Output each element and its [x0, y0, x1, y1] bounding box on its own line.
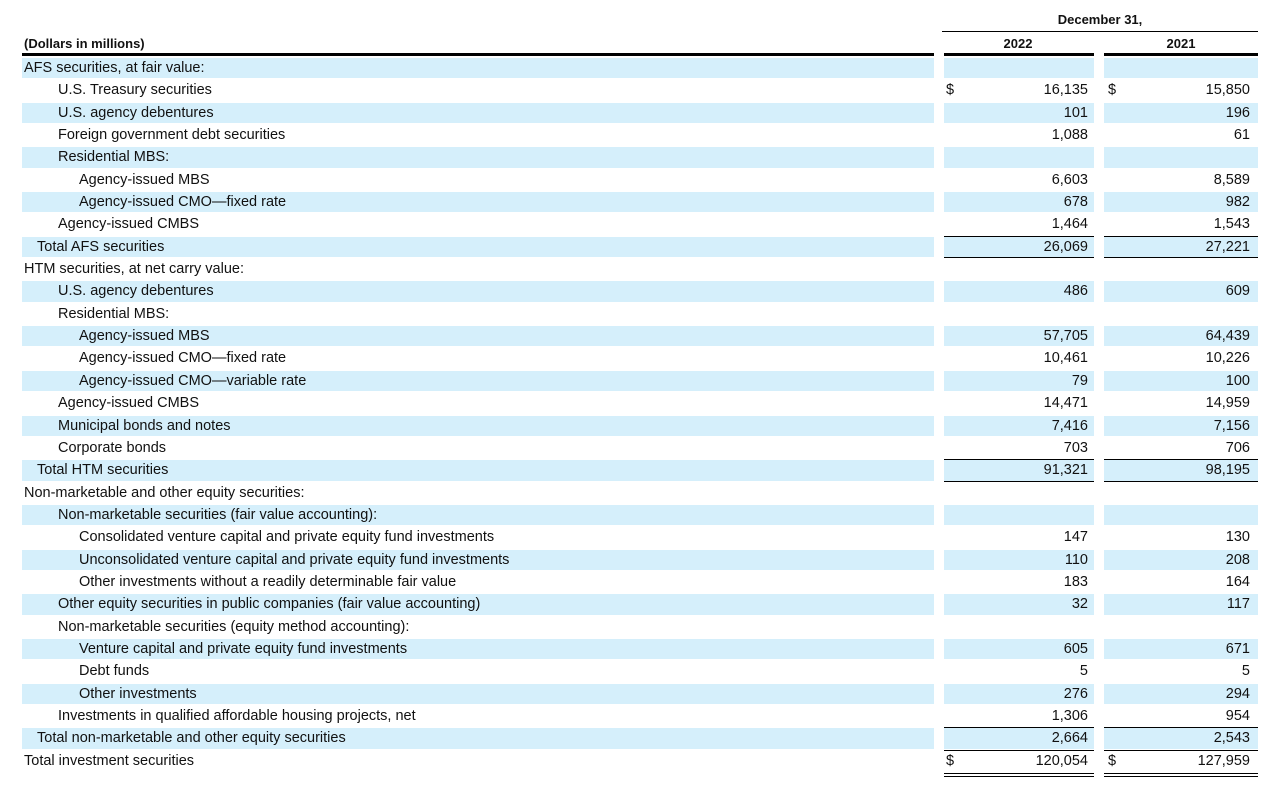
value-2022: 486: [1063, 283, 1088, 300]
row-label: Corporate bonds: [58, 439, 167, 456]
row-label: Total HTM securities: [37, 462, 169, 479]
value-2021: 127,959: [1197, 752, 1250, 769]
table-row: [0, 146, 1278, 168]
value-2022: 14,471: [1043, 395, 1088, 412]
value-2021: 2,543: [1213, 730, 1250, 747]
table-row: [0, 526, 1278, 548]
value-2022: 91,321: [1043, 462, 1088, 479]
row-label: Agency-issued CMBS: [58, 216, 200, 233]
value-2021: 294: [1225, 685, 1250, 702]
row-label: Non-marketable and other equity securities:: [24, 484, 305, 501]
value-2022: 16,135: [1043, 82, 1088, 99]
table-row: [0, 727, 1278, 749]
row-label: Agency-issued CMO—fixed rate: [79, 194, 287, 211]
currency-symbol: $: [946, 752, 955, 769]
value-2022: 7,416: [1051, 417, 1088, 434]
value-2022: 79: [1071, 372, 1088, 389]
value-2021: 1,543: [1213, 216, 1250, 233]
value-2022: 57,705: [1043, 328, 1088, 345]
row-label: Other investments: [79, 685, 197, 702]
table-row: [0, 660, 1278, 682]
row-label: U.S. Treasury securities: [58, 82, 212, 99]
row-label: AFS securities, at fair value:: [24, 60, 205, 76]
row-shading: [1104, 58, 1258, 78]
row-label: U.S. agency debentures: [58, 104, 214, 121]
row-label: Venture capital and private equity fund investments: [79, 640, 408, 657]
value-2021: 8,589: [1213, 171, 1250, 188]
table-row: [0, 415, 1278, 437]
value-2021: 61: [1233, 127, 1250, 144]
value-2022: 1,306: [1051, 707, 1088, 724]
row-label: Non-marketable securities (equity method accounting):: [58, 618, 410, 635]
currency-symbol: $: [1108, 752, 1117, 769]
row-label: Agency-issued MBS: [79, 328, 210, 345]
value-2022: 110: [1064, 551, 1088, 568]
row-shading: [944, 505, 1094, 525]
row-label: Agency-issued CMBS: [58, 395, 200, 412]
value-2021: 100: [1225, 372, 1250, 389]
value-2021: 208: [1225, 551, 1250, 568]
value-2021: 14,959: [1205, 395, 1250, 412]
table-row: [0, 437, 1278, 459]
table-row: [0, 191, 1278, 213]
row-label: HTM securities, at net carry value:: [24, 261, 244, 278]
value-2022: 147: [1063, 529, 1088, 546]
header-rule: [22, 53, 934, 56]
value-2021: 27,221: [1205, 238, 1250, 255]
securities-table: [0, 57, 1278, 772]
table-row: [0, 79, 1278, 101]
row-label: Agency-issued CMO—variable rate: [79, 372, 307, 389]
row-label: Unconsolidated venture capital and private equity fund investments: [79, 551, 510, 568]
header-rule: [944, 53, 1094, 56]
table-row: [0, 571, 1278, 593]
value-2022: 678: [1063, 194, 1088, 211]
row-label: Investments in qualified affordable housing projects, net: [58, 707, 416, 724]
value-2021: 98,195: [1205, 462, 1250, 479]
table-row: [0, 303, 1278, 325]
value-2022: 101: [1063, 104, 1088, 121]
table-row: [0, 504, 1278, 526]
table-row: [0, 459, 1278, 481]
value-2022: 703: [1063, 439, 1088, 456]
row-shading: [944, 58, 1094, 78]
row-label: Municipal bonds and notes: [58, 417, 231, 434]
currency-symbol: $: [1108, 82, 1117, 99]
year-header-2022: 2022: [1003, 36, 1033, 51]
value-2021: 196: [1225, 104, 1250, 121]
value-2021: 7,156: [1213, 417, 1250, 434]
row-label: Residential MBS:: [58, 305, 170, 322]
table-row: [0, 683, 1278, 705]
row-shading: [1104, 505, 1258, 525]
table-row: [0, 258, 1278, 280]
table-row: [0, 57, 1278, 79]
row-label: Foreign government debt securities: [58, 127, 286, 144]
value-2021: 130: [1225, 529, 1250, 546]
value-2022: 605: [1063, 640, 1088, 657]
year-header-2021: 2021: [1166, 36, 1196, 51]
row-label: Consolidated venture capital and private equity fund investments: [79, 529, 495, 546]
value-2022: 120,054: [1035, 752, 1088, 769]
row-label: Other investments without a readily determinable fair value: [79, 573, 457, 590]
table-row: [0, 236, 1278, 258]
period-header-rule: [942, 31, 1258, 32]
row-label: Total investment securities: [24, 752, 195, 769]
value-2021: 671: [1225, 640, 1250, 657]
value-2022: 1,464: [1051, 216, 1088, 233]
value-2022: 5: [1079, 663, 1088, 680]
double-total-rule: [944, 773, 1094, 777]
value-2022: 10,461: [1043, 350, 1088, 367]
row-label: Total non-marketable and other equity securities: [37, 730, 346, 747]
table-row: [0, 370, 1278, 392]
value-2022: 6,603: [1051, 171, 1088, 188]
row-label: Non-marketable securities (fair value accounting):: [58, 506, 378, 523]
value-2022: 1,088: [1051, 127, 1088, 144]
table-row: [0, 102, 1278, 124]
table-row: [0, 750, 1278, 772]
table-row: [0, 593, 1278, 615]
row-label: U.S. agency debentures: [58, 283, 214, 300]
value-2021: 64,439: [1205, 328, 1250, 345]
currency-symbol: $: [946, 82, 955, 99]
table-row: [0, 549, 1278, 571]
header-rule: [1104, 53, 1258, 56]
value-2022: 276: [1063, 685, 1088, 702]
row-shading: [944, 147, 1094, 167]
table-row: [0, 705, 1278, 727]
table-row: [0, 169, 1278, 191]
value-2021: 982: [1225, 194, 1250, 211]
value-2021: 706: [1225, 439, 1250, 456]
value-2021: 164: [1225, 573, 1250, 590]
row-label: Agency-issued CMO—fixed rate: [79, 350, 287, 367]
value-2021: 10,226: [1205, 350, 1250, 367]
table-row: [0, 280, 1278, 302]
period-header: December 31,: [1057, 12, 1143, 27]
units-label: (Dollars in millions): [24, 36, 145, 51]
value-2021: 609: [1225, 283, 1250, 300]
value-2021: 954: [1225, 707, 1250, 724]
table-row: [0, 616, 1278, 638]
table-row: [0, 392, 1278, 414]
value-2022: 183: [1063, 573, 1088, 590]
row-label: Total AFS securities: [37, 238, 165, 255]
row-label: Other equity securities in public companies (fair value accounting): [58, 596, 481, 613]
value-2021: 5: [1241, 663, 1250, 680]
value-2021: 15,850: [1205, 82, 1250, 99]
double-total-rule: [1104, 773, 1258, 777]
table-row: [0, 482, 1278, 504]
row-label: Residential MBS:: [58, 149, 170, 166]
table-row: [0, 325, 1278, 347]
row-shading: [1104, 147, 1258, 167]
value-2022: 26,069: [1043, 238, 1088, 255]
table-row: [0, 347, 1278, 369]
table-row: [0, 124, 1278, 146]
row-label: Agency-issued MBS: [79, 171, 210, 188]
value-2021: 117: [1226, 596, 1250, 613]
row-label: Debt funds: [79, 663, 150, 680]
table-row: [0, 638, 1278, 660]
value-2022: 32: [1071, 596, 1088, 613]
value-2022: 2,664: [1051, 730, 1088, 747]
table-row: [0, 213, 1278, 235]
